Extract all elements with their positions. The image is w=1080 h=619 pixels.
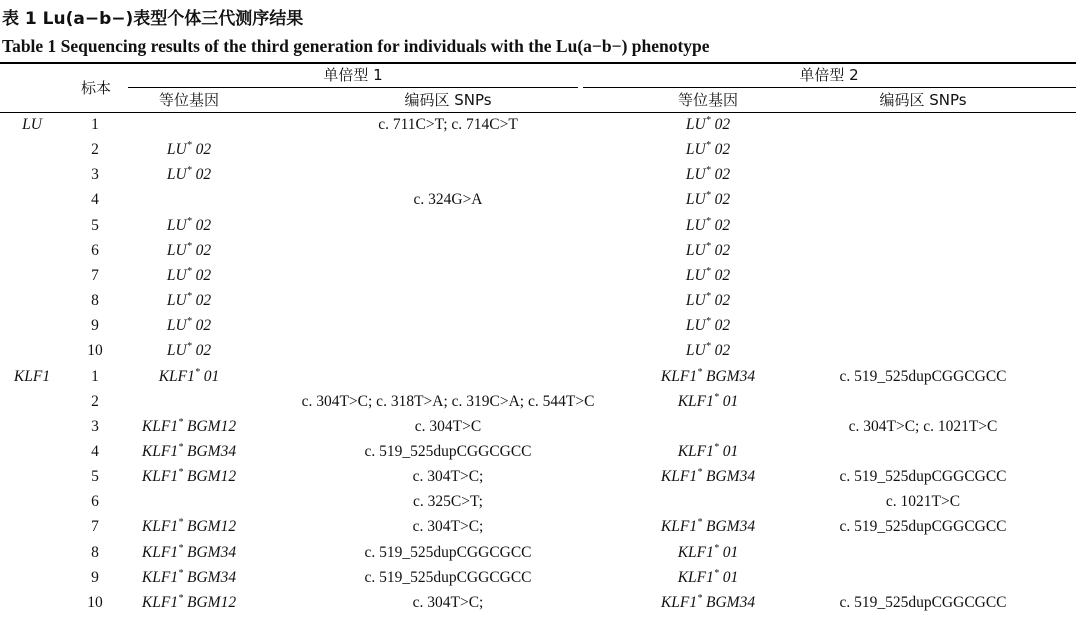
snps2-cell: c. 304T>C; c. 1021T>C <box>848 417 998 435</box>
allele1-cell: LU* 02 <box>166 240 212 259</box>
sample-id-cell: 5 <box>91 468 99 486</box>
allele1-cell: KLF1* BGM12 <box>141 466 237 486</box>
allele2-cell: KLF1* 01 <box>677 567 739 586</box>
allele1-cell: LU* 02 <box>166 139 212 159</box>
allele1-cell: LU* 02 <box>166 290 212 310</box>
allele2-cell: LU* 02 <box>685 114 731 133</box>
sample-id-cell: 2 <box>91 141 99 159</box>
header-sample: 标本 <box>80 79 112 97</box>
header-snps-2: 编码区 SNPs <box>879 91 967 109</box>
allele2-cell: LU* 02 <box>685 139 731 159</box>
allele1-cell: LU* 02 <box>166 341 212 360</box>
allele1-cell: LU* 02 <box>166 215 212 234</box>
snps1-cell: c. 304T>C; c. 318T>A; c. 319C>A; c. 544T>C <box>301 392 595 410</box>
allele1-cell: KLF1* BGM12 <box>141 416 237 435</box>
table-caption-chinese: 表 1 Lu(a−b−)表型个体三代测序结果 <box>2 9 304 29</box>
snps1-cell: c. 711C>T; c. 714C>T <box>378 116 518 133</box>
allele1-cell: LU* 02 <box>166 316 212 335</box>
header-snps-1: 编码区 SNPs <box>404 91 492 109</box>
sample-id-cell: 8 <box>91 292 99 310</box>
snps2-cell: c. 519_525dupCGGCGCC <box>839 593 1007 611</box>
allele2-cell: KLF1* BGM34 <box>660 366 756 385</box>
allele2-cell: LU* 02 <box>685 215 731 234</box>
sample-id-cell: 7 <box>91 266 99 284</box>
sample-id-cell: 8 <box>91 543 99 561</box>
allele2-cell: LU* 02 <box>685 190 731 209</box>
sample-id-cell: 1 <box>91 367 99 385</box>
allele1-cell: KLF1* BGM12 <box>141 517 237 536</box>
snps2-cell: c. 519_525dupCGGCGCC <box>839 518 1007 536</box>
allele2-cell: LU* 02 <box>685 341 731 360</box>
allele2-cell: LU* 02 <box>685 165 731 184</box>
allele1-cell: KLF1* BGM34 <box>141 441 237 460</box>
haplotype2-underline <box>583 87 1076 88</box>
allele1-cell: LU* 02 <box>166 265 212 284</box>
sample-id-cell: 9 <box>91 317 99 335</box>
snps1-cell: c. 325C>T; <box>413 493 483 511</box>
snps1-cell: c. 304T>C; <box>412 468 484 486</box>
sample-id-cell: 10 <box>87 593 103 611</box>
snps1-cell: c. 304T>C; <box>412 518 484 536</box>
snps1-cell: c. 304T>C <box>414 417 482 435</box>
sample-id-cell: 2 <box>91 392 99 410</box>
allele1-cell: KLF1* BGM12 <box>141 592 237 611</box>
sample-id-cell: 5 <box>91 216 99 234</box>
sample-id-cell: 4 <box>91 191 99 209</box>
sample-id-cell: 9 <box>91 568 99 586</box>
allele2-cell: KLF1* 01 <box>677 542 739 561</box>
table-caption-english: Table 1 Sequencing results of the third generation for individuals with the Lu(a−b−) phenotype <box>2 36 710 56</box>
allele2-cell: LU* 02 <box>685 316 731 335</box>
header-allele-1: 等位基因 <box>158 91 220 109</box>
header-bottom-rule <box>0 112 1076 113</box>
header-allele-2: 等位基因 <box>677 91 739 109</box>
snps1-cell: c. 519_525dupCGGCGCC <box>364 442 532 460</box>
allele1-cell: LU* 02 <box>166 165 212 184</box>
group-cell: LU <box>22 116 42 133</box>
header-haplotype1: 单倍型 1 <box>323 66 383 84</box>
allele2-cell: KLF1* 01 <box>677 391 739 410</box>
sample-id-cell: 3 <box>91 417 99 435</box>
sample-id-cell: 3 <box>91 166 99 184</box>
snps1-cell: c. 304T>C; <box>412 593 484 611</box>
allele1-cell: KLF1* 01 <box>158 366 220 385</box>
allele2-cell: LU* 02 <box>685 240 731 259</box>
sample-id-cell: 1 <box>91 116 99 133</box>
header-haplotype2: 单倍型 2 <box>799 66 859 84</box>
allele1-cell: KLF1* BGM34 <box>141 542 237 561</box>
sample-id-cell: 10 <box>87 342 103 360</box>
allele2-cell: KLF1* BGM34 <box>660 592 756 611</box>
allele2-cell: LU* 02 <box>685 265 731 284</box>
snps2-cell: c. 1021T>C <box>885 493 961 511</box>
sample-id-cell: 6 <box>91 241 99 259</box>
allele2-cell: KLF1* BGM34 <box>660 466 756 486</box>
allele2-cell: LU* 02 <box>685 290 731 310</box>
snps2-cell: c. 519_525dupCGGCGCC <box>839 468 1007 486</box>
snps1-cell: c. 324G>A <box>413 191 483 209</box>
sample-id-cell: 4 <box>91 442 99 460</box>
snps2-cell: c. 519_525dupCGGCGCC <box>839 367 1007 385</box>
sample-id-cell: 7 <box>91 518 99 536</box>
snps1-cell: c. 519_525dupCGGCGCC <box>364 543 532 561</box>
allele1-cell: KLF1* BGM34 <box>141 567 237 586</box>
haplotype1-underline <box>128 87 578 88</box>
allele2-cell: KLF1* 01 <box>677 441 739 460</box>
group-cell: KLF1 <box>13 367 51 385</box>
sample-id-cell: 6 <box>91 493 99 511</box>
allele2-cell: KLF1* BGM34 <box>660 517 756 536</box>
top-rule <box>0 62 1076 64</box>
snps1-cell: c. 519_525dupCGGCGCC <box>364 568 532 586</box>
